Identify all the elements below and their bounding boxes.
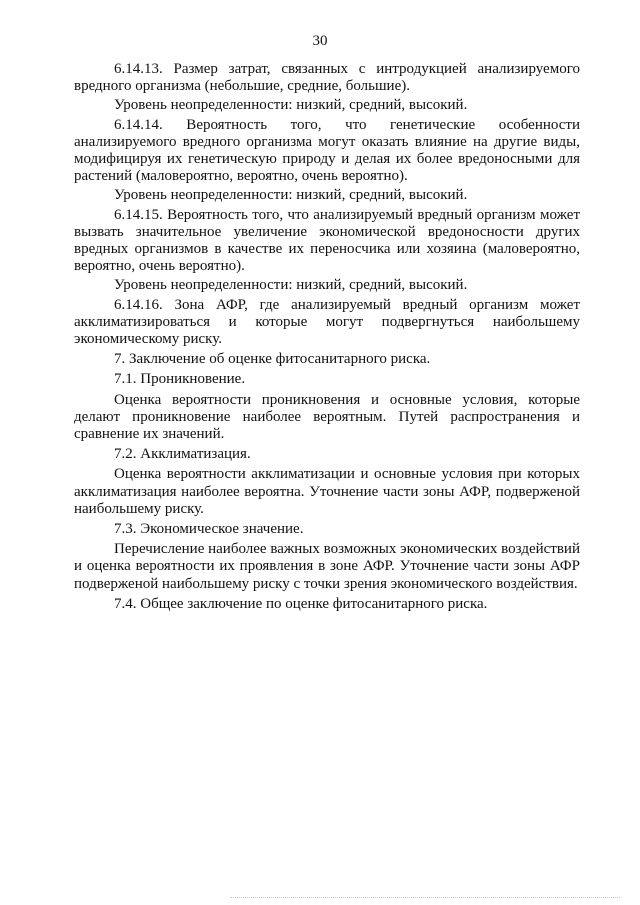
uncertainty-level: Уровень неопределенности: низкий, средний, высокий. bbox=[114, 97, 468, 114]
section-7-2-heading: 7.2. Акклиматизация. bbox=[114, 446, 251, 463]
section-7-3-heading: 7.3. Экономическое значение. bbox=[114, 521, 304, 538]
paragraph-6-14-14: 6.14.14. Вероятность того, что генетические особенности анализируемого вредного организма могут оказать влияние на другие виды, модифицируя их генетическую природу и делая их более вредоносными для растений (маловероятно, вероятно, очень вероятно). bbox=[74, 116, 580, 185]
section-7-heading: 7. Заключение об оценке фитосанитарного риска. bbox=[114, 351, 431, 368]
uncertainty-level: Уровень неопределенности: низкий, средний, высокий. bbox=[114, 277, 468, 294]
section-7-4-heading: 7.4. Общее заключение по оценке фитосанитарного риска. bbox=[114, 595, 488, 612]
scan-edge-line bbox=[230, 897, 620, 898]
paragraph-7-1-body: Оценка вероятности проникновения и основные условия, которые делают проникновение наиболее вероятным. Путей распространения и сравнение их значений. bbox=[74, 391, 580, 443]
paragraph-7-3-body: Перечисление наиболее важных возможных экономических воздействий и оценка вероятности их проявления в зоне АФР. Уточнение части зоны АФР подверженой наибольшему риску с точки зрения экономического воздействия. bbox=[74, 541, 580, 592]
page-number: 30 bbox=[312, 33, 328, 49]
document-body bbox=[74, 61, 580, 613]
section-7-1-heading: 7.1. Проникновение. bbox=[114, 371, 246, 388]
paragraph-6-14-15: 6.14.15. Вероятность того, что анализируемый вредный организм может вызвать значительное увеличение экономической вредоносности других вредных организмов в качестве их переносчика или хозяина (маловероятно, вероятно, очень вероятно). bbox=[74, 206, 580, 275]
paragraph-6-14-13: 6.14.13. Размер затрат, связанных с интродукцией анализируемого вредного организма (небольшие, средние, большие). bbox=[74, 61, 580, 95]
paragraph-6-14-16: 6.14.16. Зона АФР, где анализируемый вредный организм может акклиматизироваться и которые могут подвергнуться наибольшему экономическому риску. bbox=[74, 296, 580, 348]
paragraph-7-2-body: Оценка вероятности акклиматизации и основные условия при которых акклиматизация наиболее вероятна. Уточнение части зоны АФР, подверженой наибольшему риску. bbox=[74, 466, 580, 517]
uncertainty-level: Уровень неопределенности: низкий, средний, высокий. bbox=[114, 187, 468, 204]
